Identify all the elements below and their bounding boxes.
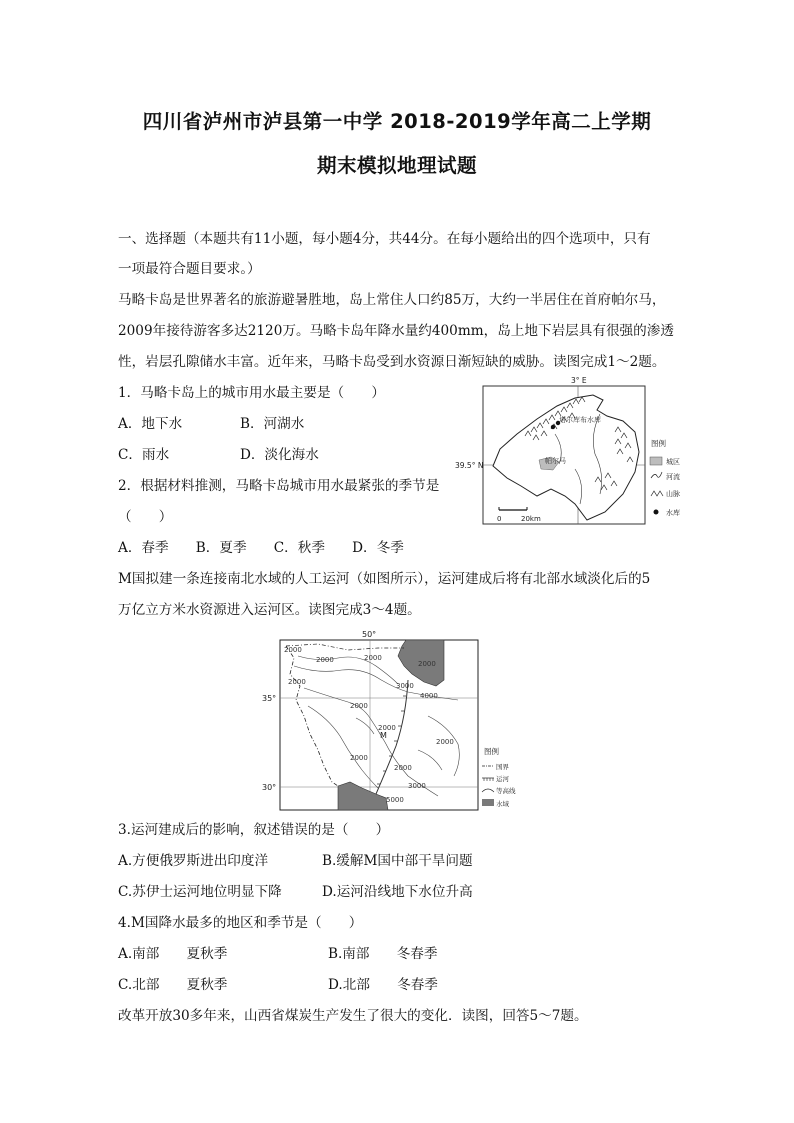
map1-legend-title: 图例 [651, 439, 666, 448]
q2-options: A．春季 B．夏季 C．秋季 D．冬季 [118, 540, 404, 556]
m-country-map [258, 626, 516, 816]
map2-legend-contour: 等高线 [496, 787, 516, 795]
q3-option-d: D.运河沿线地下水位升高 [322, 884, 473, 900]
contour-label: 3000 [396, 682, 414, 690]
q1-option-a: A．地下水 [118, 416, 183, 432]
map1-reservoir-label: 塔尔库布水库 [559, 416, 601, 424]
map1-lat-label: 39.5° N [455, 461, 484, 470]
contour-label: 2000 [418, 660, 436, 668]
map2-lat-35: 35° [262, 694, 277, 703]
passage3-line1: 改革开放30多年来，山西省煤炭生产发生了很大的变化．读图，回答5～7题。 [118, 1008, 588, 1024]
q4-option-a: A.南部 夏秋季 [118, 946, 228, 962]
passage1-line2: 2009年接待游客多达2120万。马略卡岛年降水量约400mm，岛上地下岩层具有很强的渗透 [118, 323, 674, 339]
map1-city-label: 帕尔马 [545, 457, 566, 465]
passage2-line1: M国拟建一条连接南北水域的人工运河（如图所示），运河建成后将有北部水域淡化后的5 [118, 571, 651, 587]
map2-legend-title: 图例 [484, 747, 499, 756]
map2-country-label: M [380, 731, 387, 740]
q1-option-b: B．河湖水 [240, 416, 305, 432]
q3-stem: 3.运河建成后的影响，叙述错误的是（ ） [118, 822, 390, 838]
map1-lon-label: 3° E [571, 376, 587, 385]
contour-label: 2000 [316, 656, 334, 664]
q4-option-c: C.北部 夏秋季 [118, 977, 228, 993]
contour-label: 3000 [408, 782, 426, 790]
passage2-line2: 万亿立方米水资源进入运河区。读图完成3～4题。 [118, 602, 421, 618]
map1-legend-river: 河流 [666, 473, 680, 481]
passage1-line1: 马略卡岛是世界著名的旅游避暑胜地，岛上常住人口约85万，大约一半居住在首府帕尔马， [118, 292, 666, 308]
document-title-line1: 四川省泸州市泸县第一中学 2018-2019学年高二上学期 [142, 110, 652, 133]
contour-label: 2000 [364, 654, 382, 662]
q4-option-b: B.南部 冬春季 [328, 946, 438, 962]
section-instruction-line2: 一项最符合题目要求。） [118, 261, 261, 277]
q1-stem: 1．马略卡岛上的城市用水最主要是（ ） [118, 385, 385, 401]
map2-legend-water: 水域 [496, 800, 509, 808]
map2-legend-canal: 运河 [496, 775, 509, 783]
map2-legend-border: 国界 [496, 763, 509, 771]
q4-stem: 4.M国降水最多的地区和季节是（ ） [118, 915, 363, 931]
map1-scale-zero: 0 [497, 515, 502, 523]
document-title-line2: 期末模拟地理试题 [316, 154, 477, 177]
q3-option-b: B.缓解M国中部干旱问题 [322, 853, 473, 869]
contour-label: 2000 [436, 738, 454, 746]
mallorca-map [455, 374, 680, 530]
map1-legend-city: 城区 [666, 458, 680, 466]
map1-legend [650, 438, 680, 517]
map2-lat-30: 30° [262, 783, 277, 792]
contour-label: 2000 [350, 754, 368, 762]
contour-label: 5000 [386, 796, 404, 804]
q2-stem: 2．根据材料推测，马略卡岛城市用水最紧张的季节是 [118, 478, 440, 494]
contour-label: 4000 [420, 692, 438, 700]
q4-option-d: D.北部 冬春季 [328, 977, 438, 993]
map2-legend [482, 746, 516, 808]
q3-option-c: C.苏伊士运河地位明显下降 [118, 884, 282, 900]
q1-option-c: C．雨水 [118, 447, 170, 463]
contour-label: 2000 [284, 646, 302, 654]
map1-legend-reservoir: 水库 [666, 509, 680, 517]
contour-label: 2000 [378, 724, 396, 732]
q2-paren: （ ） [118, 509, 173, 525]
contour-label: 2000 [394, 764, 412, 772]
map2-lon-label: 50° [362, 630, 377, 639]
contour-label: 2000 [350, 702, 368, 710]
q1-option-d: D．淡化海水 [240, 447, 319, 463]
map1-legend-mountain: 山脉 [666, 490, 680, 498]
q3-option-a: A.方便俄罗斯进出印度洋 [118, 853, 269, 869]
map1-scale-end: 20km [521, 515, 541, 523]
contour-label: 2000 [288, 678, 306, 686]
passage1-line3: 性，岩层孔隙储水丰富。近年来，马略卡岛受到水资源日渐短缺的威胁。读图完成1～2题。 [118, 354, 666, 370]
map1-reservoir-dot-1 [551, 425, 555, 429]
section-instruction-line1: 一、选择题（本题共有11小题，每小题4分，共44分。在每小题给出的四个选项中，只有 [118, 231, 651, 247]
